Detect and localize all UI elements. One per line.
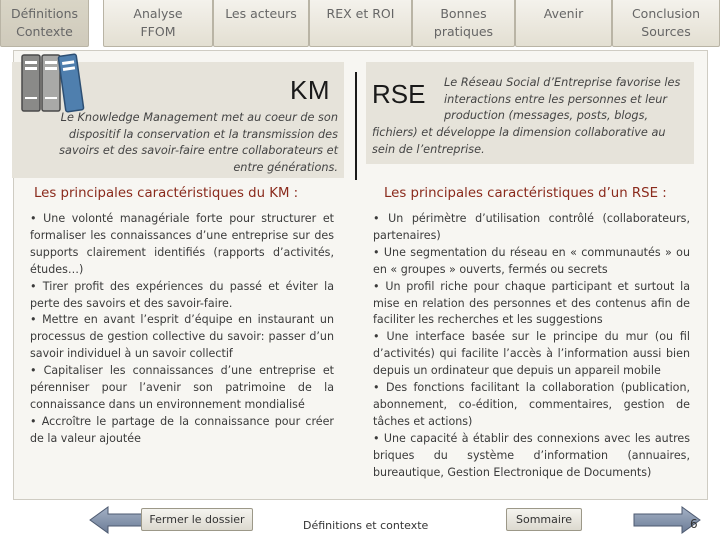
page-number: 6 xyxy=(690,517,698,531)
list-item: • Un périmètre d’utilisation contrôlé (collaborateurs, partenaires) xyxy=(373,212,690,242)
list-item: • Accroître le partage de la connaissance pour créer de la valeur ajoutée xyxy=(30,414,334,445)
tab-label-line2: Contexte xyxy=(16,24,73,39)
rse-list xyxy=(373,211,690,482)
rse-description-part2: fichiers) et développe la dimension collaborative au sein de l’entreprise. xyxy=(372,126,666,156)
list-item: • Des fonctions facilitant la collaboration (publication, abonnement, co-édition, commentaires, gestion de tâches et actions) xyxy=(373,381,690,428)
rse-title: RSE xyxy=(372,79,426,109)
tab-label-line1: Conclusion xyxy=(631,6,701,21)
tab-definitions-contexte[interactable] xyxy=(0,0,89,47)
list-item: • Une capacité à établir des connexions avec les autres briques du système d’information (annuaires, bureautique, Gestion Electronique de Documents) xyxy=(373,431,690,479)
tab-label-line1: REX et ROI xyxy=(326,6,395,21)
tab-conclusion-sources[interactable] xyxy=(612,0,720,47)
km-description: Le Knowledge Management met au coeur de son dispositif la conservation et la transmission des savoirs et des savoir-faire entre collaborateurs et entre générations. xyxy=(59,111,338,174)
km-list xyxy=(30,211,334,448)
tab-analyse-ffom[interactable] xyxy=(103,0,213,47)
tab-bar xyxy=(0,0,720,48)
tab-label-line2: FFOM xyxy=(140,24,176,39)
tab-bonnes-pratiques[interactable] xyxy=(412,0,515,47)
list-item: • Un profil riche pour chaque participant et surtout la mise en relation des personnes et des contenus afin de faciliter les recherches et les suggestions xyxy=(373,279,690,327)
list-item: • Mettre en avant l’esprit d’équipe en instaurant un processus de gestion collective du savoir: passer d’un savoir individuel à un savoir collectif xyxy=(30,313,334,361)
section-title: Définitions et contexte xyxy=(303,519,429,532)
divider xyxy=(355,72,357,180)
list-item: • Une volonté managériale forte pour structurer et formaliser les connaissances d’une entreprise sur des supports clairement identifiés (rapports d’activités, études…) xyxy=(30,212,334,276)
summary-button[interactable]: Sommaire xyxy=(506,508,582,531)
rse-heading: Les principales caractéristiques d’un RSE : xyxy=(384,186,667,201)
tab-label-line1: Bonnes xyxy=(440,6,487,21)
list-item: • Tirer profit des expériences du passé et éviter la perte des savoirs et des savoir-faire. xyxy=(30,279,334,310)
tab-label-line2: Sources xyxy=(641,24,691,39)
rse-description-part1: Le Réseau Social d’Entreprise favorise les interactions entre les personnes et leur production (messages, posts, blogs, xyxy=(444,76,681,122)
tab-avenir[interactable] xyxy=(515,0,612,47)
tab-label-line1: Les acteurs xyxy=(225,6,297,21)
list-item: • Une interface basée sur le principe du mur (ou fil d’activités) qui facilite l’accès à l’information aussi bien depuis un ordinateur que depuis un appareil mobile xyxy=(373,330,690,378)
tab-label-line1: Avenir xyxy=(543,6,584,21)
tab-label-line1: Analyse xyxy=(133,6,183,21)
list-item: • Capitaliser les connaissances d’une entreprise et pérenniser pour l’avenir son patrimoine de la connaissance dans un environnement mondialisé xyxy=(30,364,334,411)
km-title: KM xyxy=(290,75,330,105)
tab-rex-roi[interactable] xyxy=(309,0,412,47)
close-folder-button[interactable]: Fermer le dossier xyxy=(141,508,253,531)
tab-les-acteurs[interactable] xyxy=(213,0,309,47)
tab-label-line1: Définitions xyxy=(10,6,79,21)
tab-label-line2: pratiques xyxy=(433,24,494,39)
list-item: • Une segmentation du réseau en « communautés » ou en « groupes » ouverts, fermés ou secrets xyxy=(373,245,690,276)
books-icon xyxy=(20,53,95,113)
km-heading: Les principales caractéristiques du KM : xyxy=(34,186,299,201)
